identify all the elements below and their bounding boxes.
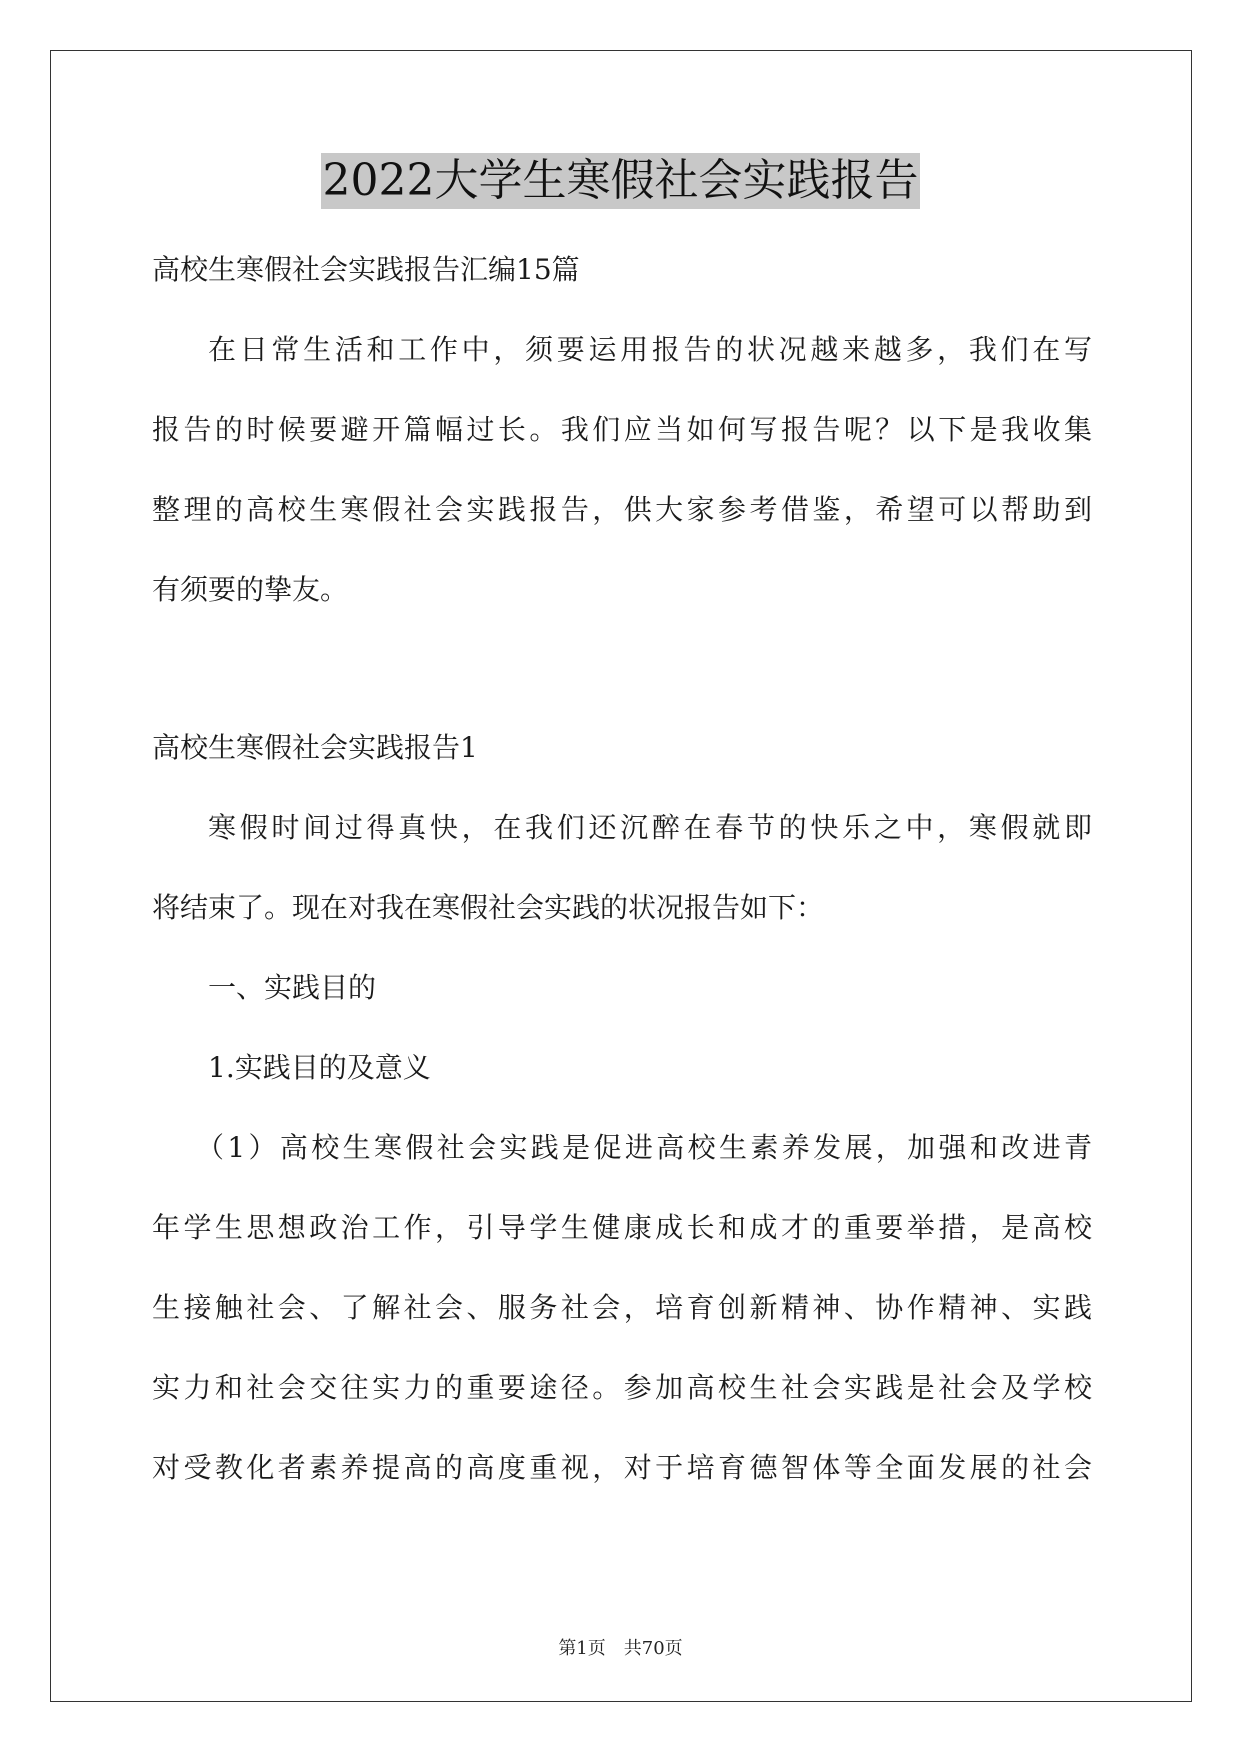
blank-line xyxy=(152,630,1092,708)
paragraph-line: （1）高校生寒假社会实践是促进高校生素养发展，加强和改进青 xyxy=(196,1131,1092,1164)
document-title: 2022大学生寒假社会实践报告 xyxy=(321,153,921,209)
paragraph-line: 实力和社会交往实力的重要途径。参加高校生社会实践是社会及学校 xyxy=(152,1371,1092,1404)
paragraph-line: 将结束了。现在对我在寒假社会实践的状况报告如下： xyxy=(152,891,825,924)
page-footer: 第1页 共70页 xyxy=(558,1638,683,1659)
paragraph-line: 报告的时候要避开篇幅过长。我们应当如何写报告呢？以下是我收集 xyxy=(152,413,1092,446)
paragraph-line: 在日常生活和工作中，须要运用报告的状况越来越多，我们在写 xyxy=(208,333,1092,366)
paragraph-line: 生接触社会、了解社会、服务社会，培育创新精神、协作精神、实践 xyxy=(152,1291,1092,1324)
paragraph-line: 寒假时间过得真快，在我们还沉醉在春节的快乐之中，寒假就即 xyxy=(208,811,1092,844)
paragraph-line: 对受教化者素养提高的高度重视，对于培育德智体等全面发展的社会 xyxy=(152,1451,1092,1484)
section-heading: 高校生寒假社会实践报告1 xyxy=(152,731,478,764)
document-title-wrapper xyxy=(0,153,1241,209)
document-body xyxy=(152,230,1092,1508)
paragraph-line: 年学生思想政治工作，引导学生健康成长和成才的重要举措，是高校 xyxy=(152,1211,1092,1244)
paragraph-line: 有须要的挚友。 xyxy=(152,573,349,606)
subsection-heading: 一、实践目的 xyxy=(208,971,377,1004)
subsection-heading: 1.实践目的及意义 xyxy=(208,1051,431,1084)
paragraph-line: 整理的高校生寒假社会实践报告，供大家参考借鉴，希望可以帮助到 xyxy=(152,493,1092,526)
collection-heading: 高校生寒假社会实践报告汇编15篇 xyxy=(152,253,580,286)
